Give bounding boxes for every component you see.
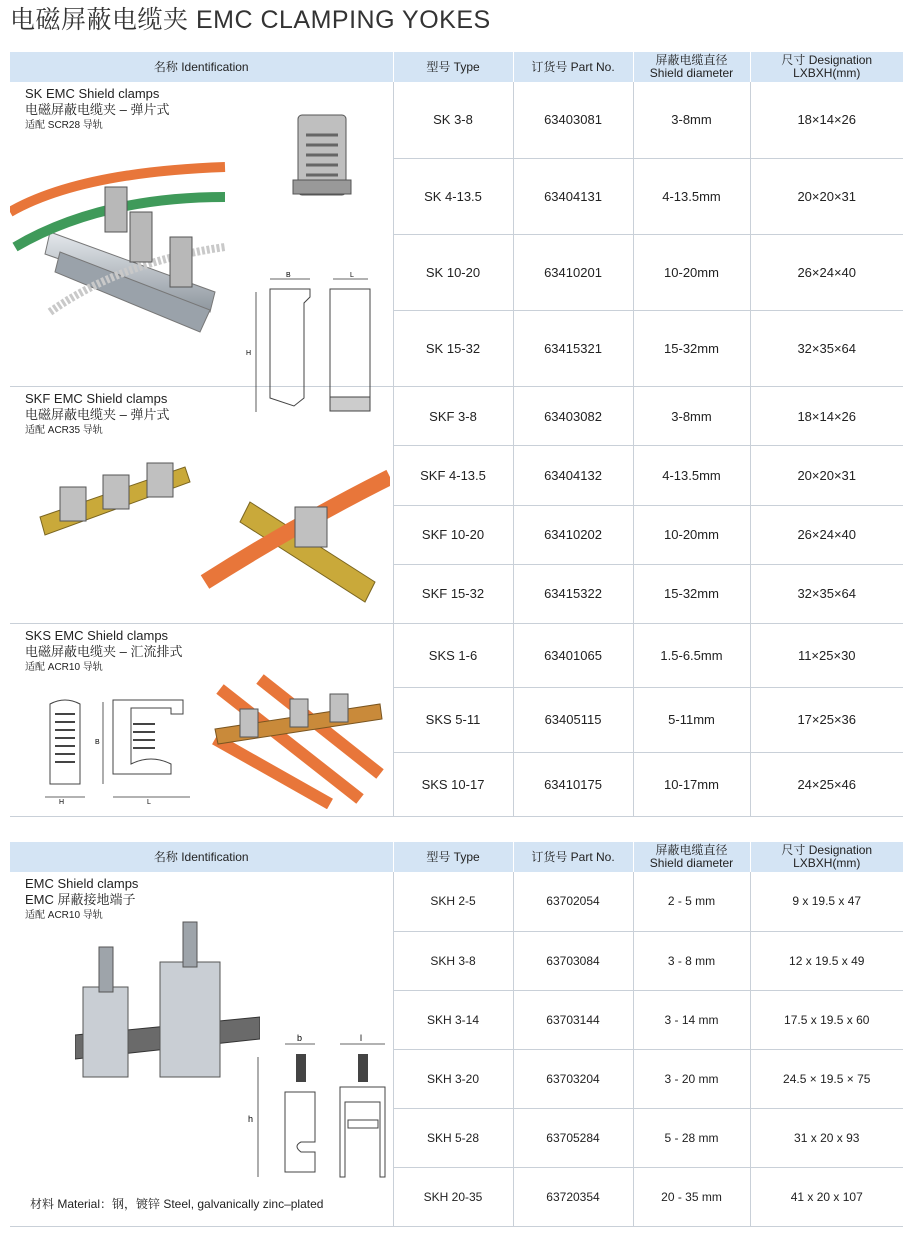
group-label-skf: SKF EMC Shield clamps 电磁屏蔽电缆夹 – 弹片式 适配 ACR35 导轨 [25,391,170,436]
table-row [10,872,903,931]
sks-dimension-drawing [35,692,215,812]
sk-diam-2: 10-20mm [633,234,750,310]
group-cell-skh [10,872,393,1227]
skf-clamp-installed-image [200,462,390,612]
table-row [10,387,903,446]
skh-diam-3: 3 - 20 mm [633,1049,750,1108]
sks-dim-l: L [147,799,151,806]
group-cell-sk [10,82,393,387]
header-designation: 尺寸 Designation LXBXH(mm) [750,842,903,872]
material-note: 材料 Material：钢，镀锌 Steel, galvanically zinc–plated [30,1197,324,1211]
skh-size-1: 12 x 19.5 x 49 [750,931,903,990]
skf-type-0: SKF 3-8 [393,387,513,446]
sk-part-3: 63415321 [513,310,633,386]
skh-size-3: 24.5 × 19.5 × 75 [750,1049,903,1108]
sk-size-0: 18×14×26 [750,82,903,158]
header-shield-diameter: 屏蔽电缆直径 Shield diameter [633,842,750,872]
sks-type-1: SKS 5-11 [393,688,513,752]
skf-part-2: 63410202 [513,505,633,564]
spec-table-1 [10,52,903,817]
table-row [10,82,903,158]
sk-diam-3: 15-32mm [633,310,750,386]
sk-type-0: SK 3-8 [393,82,513,158]
table-header-row [10,52,903,82]
sks-size-2: 24×25×46 [750,752,903,816]
header-designation: 尺寸 Designation LXBXH(mm) [750,52,903,82]
skh-part-3: 63703204 [513,1049,633,1108]
group-cell-skf [10,387,393,624]
skh-diam-1: 3 - 8 mm [633,931,750,990]
sks-dim-b: B [95,739,100,746]
sk-size-3: 32×35×64 [750,310,903,386]
skh-size-5: 41 x 20 x 107 [750,1167,903,1226]
skh-part-2: 63703144 [513,990,633,1049]
skf-size-1: 20×20×31 [750,446,903,505]
sk-size-2: 26×24×40 [750,234,903,310]
table-1-section [10,52,903,817]
skh-diam-5: 20 - 35 mm [633,1167,750,1226]
spec-table-2 [10,842,903,1227]
sks-part-0: 63401065 [513,624,633,688]
sks-dim-h: H [59,799,65,806]
sk-clamp-photo [10,142,230,352]
sk-part-2: 63410201 [513,234,633,310]
skf-diam-1: 4-13.5mm [633,446,750,505]
skf-diam-3: 15-32mm [633,564,750,623]
sks-part-2: 63410175 [513,752,633,816]
header-identification: 名称 Identification [10,842,393,872]
header-shield-diameter: 屏蔽电缆直径 Shield diameter [633,52,750,82]
group-cell-sks [10,624,393,817]
sk-type-3: SK 15-32 [393,310,513,386]
sk-part-1: 63404131 [513,158,633,234]
skh-size-0: 9 x 19.5 x 47 [750,872,903,931]
skh-part-5: 63720354 [513,1167,633,1226]
sk-single-clamp-image [288,110,358,200]
skf-clamp-row-image [35,457,195,547]
sks-type-2: SKS 10-17 [393,752,513,816]
skh-dim-h: h [248,1114,254,1124]
table-2-section [10,842,903,1227]
sks-part-1: 63405115 [513,688,633,752]
skh-diam-4: 5 - 28 mm [633,1108,750,1167]
skf-type-1: SKF 4-13.5 [393,446,513,505]
skh-part-1: 63703084 [513,931,633,990]
skf-type-3: SKF 15-32 [393,564,513,623]
group-label-sks: SKS EMC Shield clamps 电磁屏蔽电缆夹 – 汇流排式 适配 ACR10 导轨 [25,628,183,673]
sks-size-0: 11×25×30 [750,624,903,688]
table-header-row [10,842,903,872]
table-row [10,624,903,688]
sks-diam-0: 1.5-6.5mm [633,624,750,688]
group-label-skh: EMC Shield clamps EMC 屏蔽接地端子 适配 ACR10 导轨 [25,876,139,921]
dim-label-h: H [246,350,252,357]
page-title: 电磁屏蔽电缆夹 EMC CLAMPING YOKES [10,6,491,34]
skf-size-3: 32×35×64 [750,564,903,623]
sks-diam-2: 10-17mm [633,752,750,816]
skh-dim-l: l [360,1033,362,1043]
skh-type-4: SKH 5-28 [393,1108,513,1167]
skf-size-2: 26×24×40 [750,505,903,564]
header-type: 型号 Type [393,842,513,872]
skf-part-3: 63415322 [513,564,633,623]
skf-type-2: SKF 10-20 [393,505,513,564]
skh-type-2: SKH 3-14 [393,990,513,1049]
sk-diam-0: 3-8mm [633,82,750,158]
skf-diam-2: 10-20mm [633,505,750,564]
skf-diam-0: 3-8mm [633,387,750,446]
skh-part-0: 63702054 [513,872,633,931]
skh-type-3: SKH 3-20 [393,1049,513,1108]
sk-size-1: 20×20×31 [750,158,903,234]
sk-type-1: SK 4-13.5 [393,158,513,234]
sks-diam-1: 5-11mm [633,688,750,752]
skh-dim-b: b [297,1033,303,1043]
sks-size-1: 17×25×36 [750,688,903,752]
skh-type-0: SKH 2-5 [393,872,513,931]
sk-part-0: 63403081 [513,82,633,158]
header-identification: 名称 Identification [10,52,393,82]
header-type: 型号 Type [393,52,513,82]
sk-diam-1: 4-13.5mm [633,158,750,234]
skh-type-5: SKH 20-35 [393,1167,513,1226]
skh-size-2: 17.5 x 19.5 x 60 [750,990,903,1049]
skh-size-4: 31 x 20 x 93 [750,1108,903,1167]
header-part-no: 订货号 Part No. [513,842,633,872]
skh-clamp-photo [75,917,260,1092]
skh-diam-2: 3 - 14 mm [633,990,750,1049]
dim-label-b: B [286,272,291,279]
sks-type-0: SKS 1-6 [393,624,513,688]
sk-type-2: SK 10-20 [393,234,513,310]
skf-size-0: 18×14×26 [750,387,903,446]
sks-clamp-installed-image [210,669,385,809]
skh-type-1: SKH 3-8 [393,931,513,990]
skh-dimension-drawing [240,1032,390,1182]
group-label-sk: SK EMC Shield clamps 电磁屏蔽电缆夹 – 弹片式 适配 SCR28 导轨 [25,86,170,131]
skh-part-4: 63705284 [513,1108,633,1167]
skh-diam-0: 2 - 5 mm [633,872,750,931]
skf-part-1: 63404132 [513,446,633,505]
skf-part-0: 63403082 [513,387,633,446]
dim-label-l: L [350,272,354,279]
header-part-no: 订货号 Part No. [513,52,633,82]
